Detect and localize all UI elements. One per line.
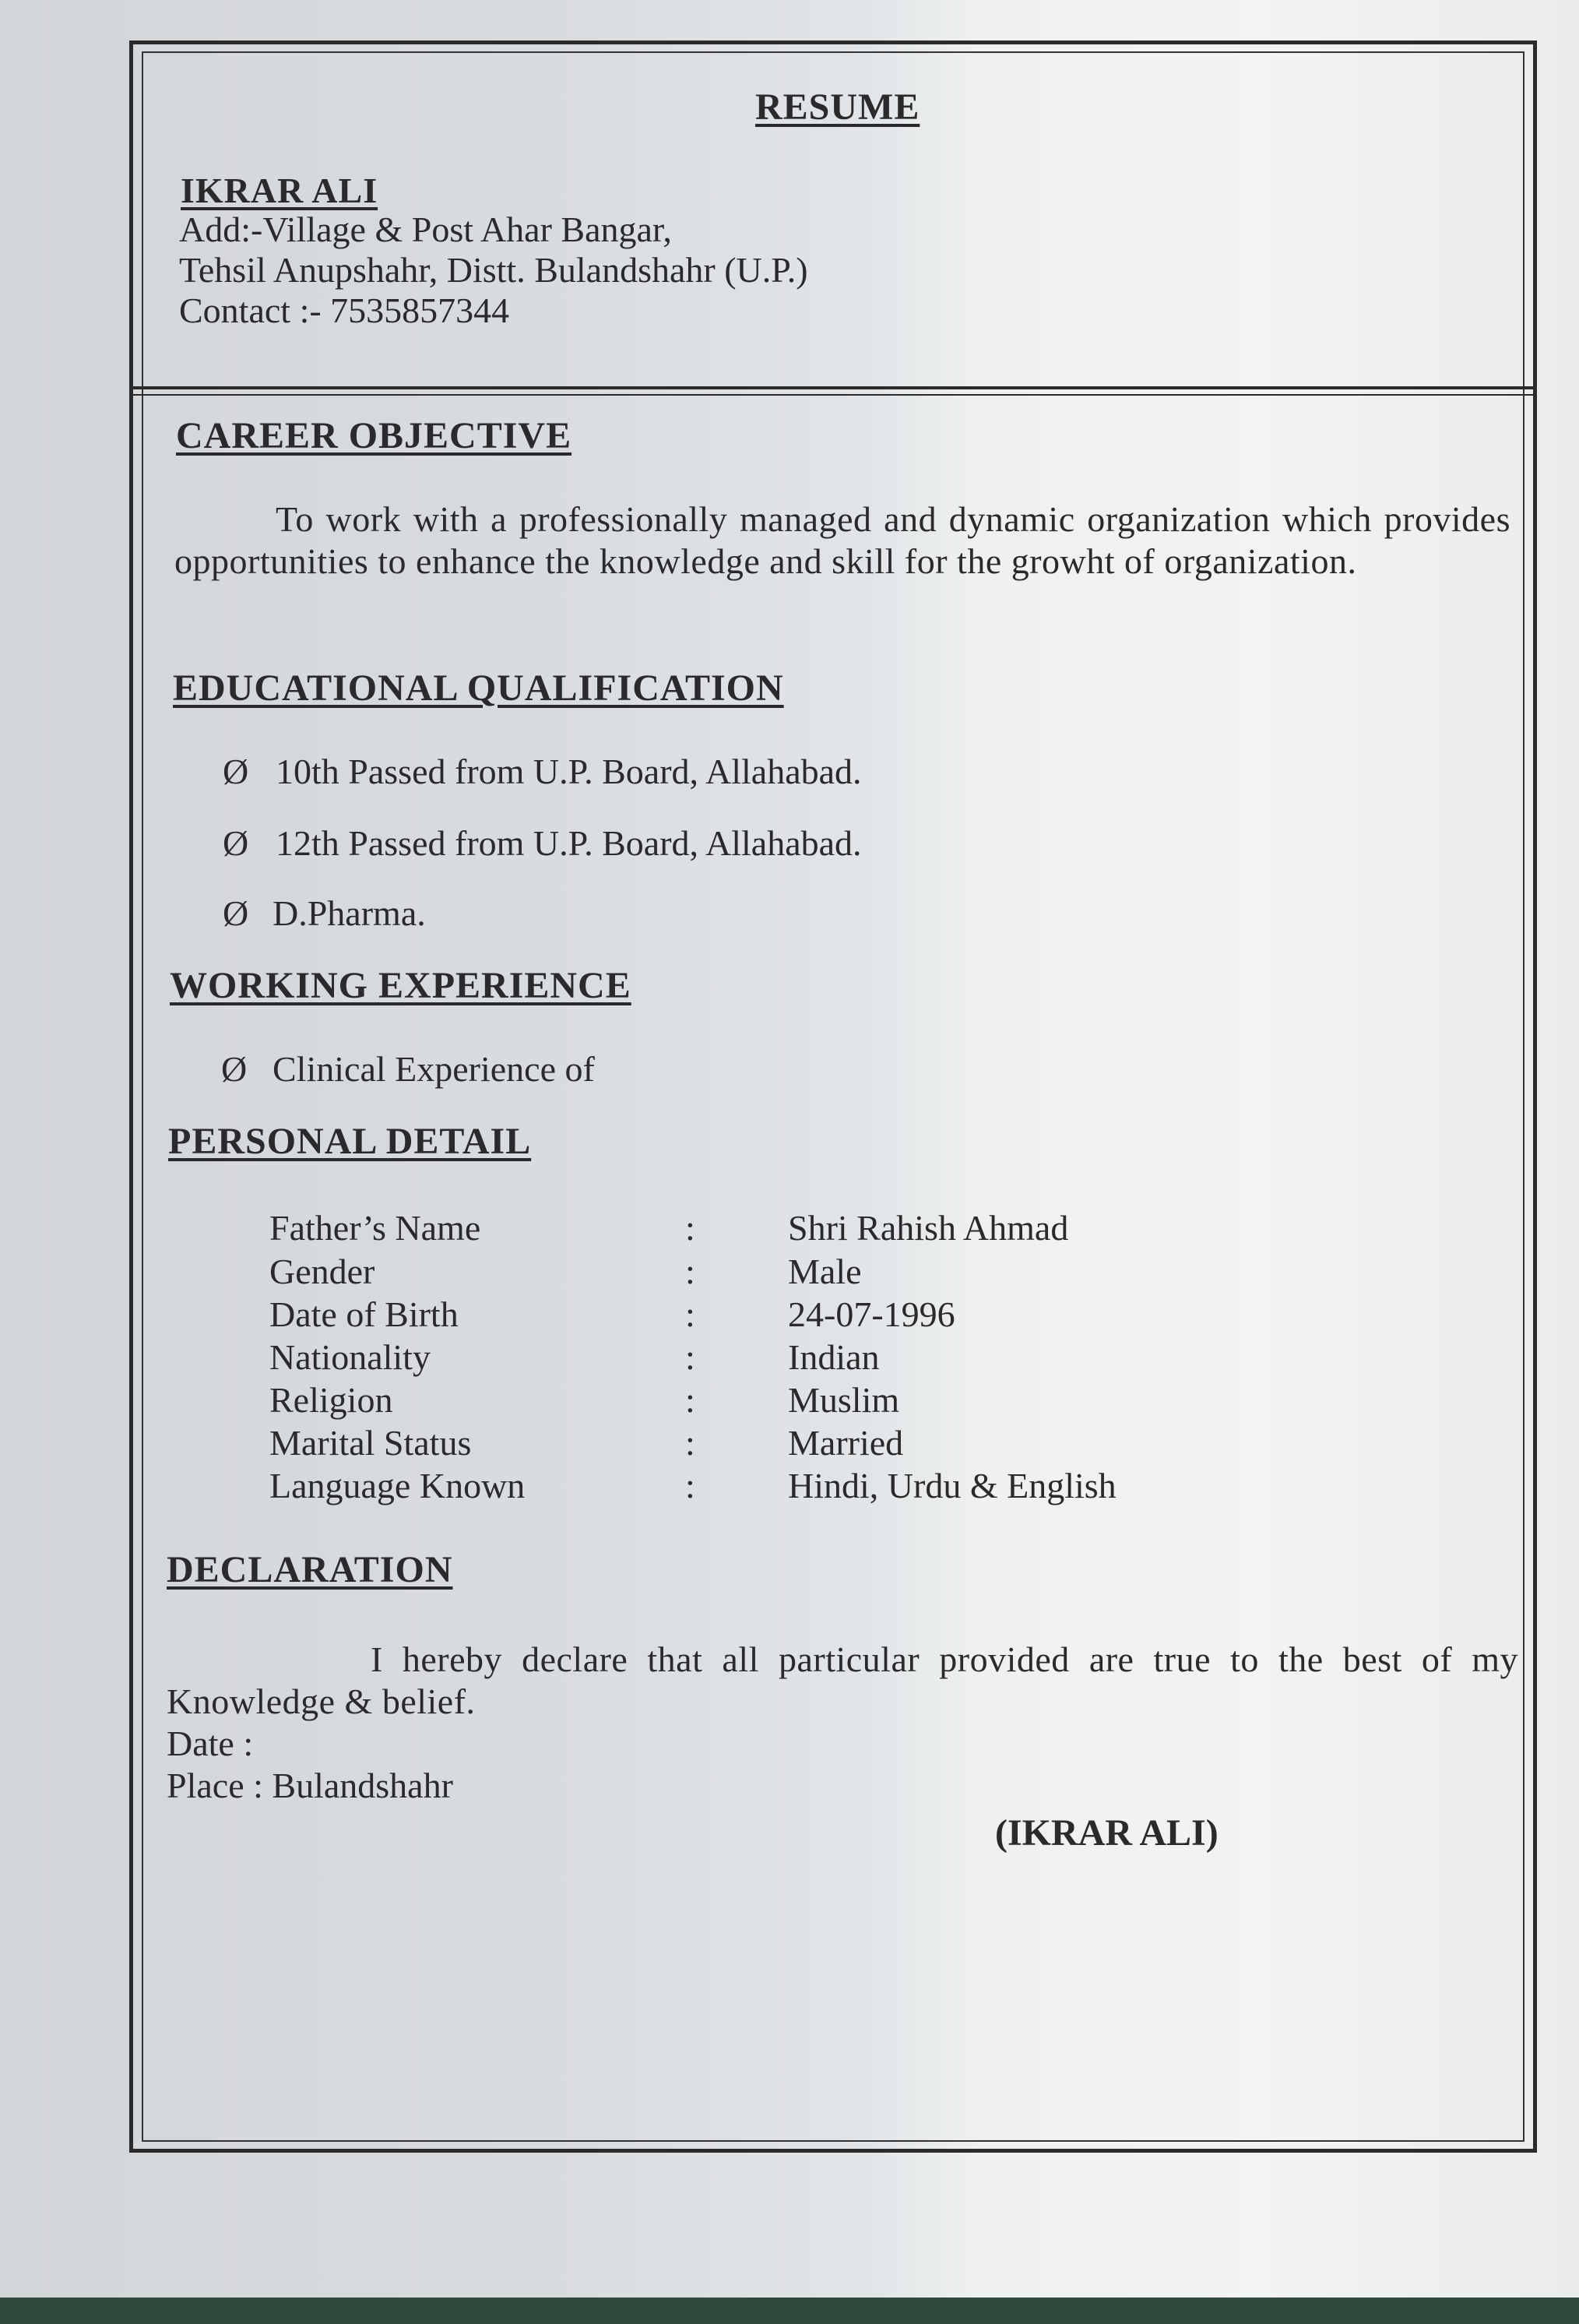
personal-separator: : xyxy=(685,1466,695,1505)
resume-title: RESUME xyxy=(755,86,920,128)
personal-value: Married xyxy=(788,1423,904,1463)
personal-label: Language Known xyxy=(269,1466,526,1505)
page-border-inner xyxy=(142,51,1524,2142)
personal-label: Date of Birth xyxy=(269,1294,459,1334)
education-item: D.Pharma. xyxy=(273,893,426,933)
personal-value: 24-07-1996 xyxy=(788,1294,955,1334)
personal-label: Marital Status xyxy=(269,1423,472,1463)
personal-separator: : xyxy=(685,1423,695,1463)
personal-label: Religion xyxy=(269,1380,393,1420)
education-heading: EDUCATIONAL QUALIFICATION xyxy=(173,667,784,709)
declaration-date: Date : xyxy=(167,1724,254,1763)
education-bullet-icon: Ø xyxy=(223,823,249,863)
personal-separator: : xyxy=(685,1294,695,1334)
personal-label: Gender xyxy=(269,1252,375,1291)
education-item: 12th Passed from U.P. Board, Allahabad. xyxy=(276,823,862,863)
personal-detail-heading: PERSONAL DETAIL xyxy=(168,1121,532,1162)
background-surface-strip xyxy=(0,2298,1579,2324)
declaration-text: I hereby declare that all particular provided are true to the best of my Knowledge & belief. xyxy=(167,1639,1518,1721)
personal-separator: : xyxy=(685,1337,695,1377)
personal-separator: : xyxy=(685,1252,695,1291)
personal-value: Shri Rahish Ahmad xyxy=(788,1208,1069,1248)
personal-separator: : xyxy=(685,1208,695,1248)
career-objective-heading: CAREER OBJECTIVE xyxy=(176,415,572,456)
education-bullet-icon: Ø xyxy=(223,752,249,791)
career-objective-text: To work with a professionally managed and dynamic organization which provides opportunities to enhance the knowledge and skill for the growht of organization. xyxy=(174,499,1510,581)
candidate-name: IKRAR ALI xyxy=(181,171,378,210)
personal-separator: : xyxy=(685,1380,695,1420)
signature-name: (IKRAR ALI) xyxy=(995,1812,1219,1854)
address-line-1: Add:-Village & Post Ahar Bangar, xyxy=(179,210,672,249)
personal-value: Hindi, Urdu & English xyxy=(788,1466,1117,1505)
experience-heading: WORKING EXPERIENCE xyxy=(170,965,631,1006)
header-divider-bottom xyxy=(131,394,1535,396)
experience-bullet-icon: Ø xyxy=(221,1049,248,1089)
personal-value: Male xyxy=(788,1252,862,1291)
experience-item: Clinical Experience of xyxy=(273,1049,595,1089)
contact-line: Contact :- 7535857344 xyxy=(179,290,510,330)
personal-value: Muslim xyxy=(788,1380,900,1420)
declaration-heading: DECLARATION xyxy=(167,1549,453,1590)
personal-label: Nationality xyxy=(269,1337,431,1377)
personal-label: Father’s Name xyxy=(269,1208,481,1248)
declaration-place: Place : Bulandshahr xyxy=(167,1766,453,1805)
personal-value: Indian xyxy=(788,1337,880,1377)
education-bullet-icon: Ø xyxy=(223,893,249,933)
education-item: 10th Passed from U.P. Board, Allahabad. xyxy=(276,752,862,791)
address-line-2: Tehsil Anupshahr, Distt. Bulandshahr (U.P.) xyxy=(179,250,808,290)
header-divider-top xyxy=(131,386,1535,389)
